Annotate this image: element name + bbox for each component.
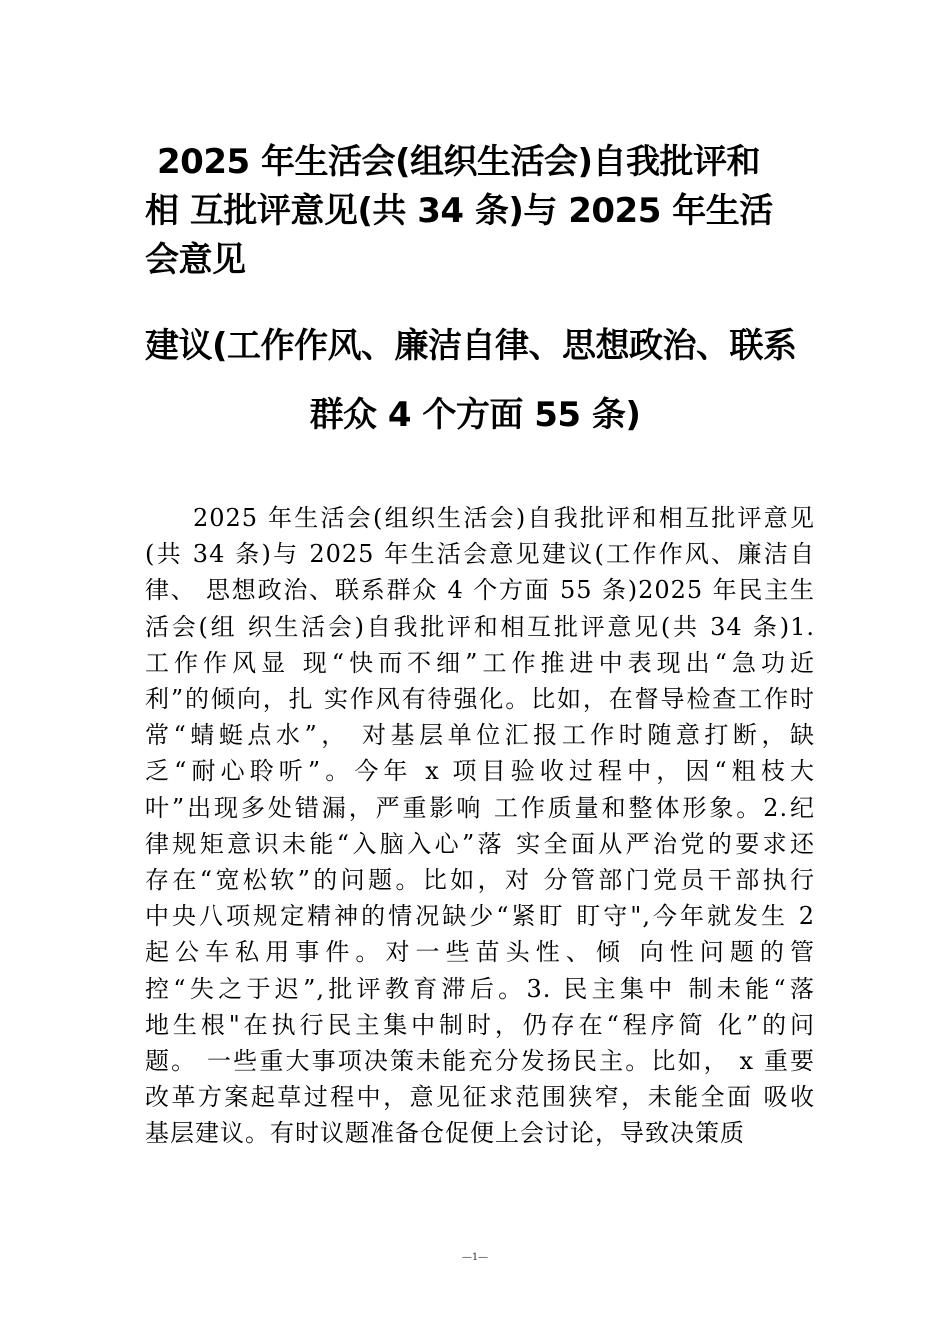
body-line: 改革方案起草过程中，意见征求范围狭窄，未能全面 吸收 [145, 1083, 815, 1112]
title-line-1: 2025 年生活会(组织生活会)自我批评和 [157, 142, 761, 182]
body-line: 控“失之于迟”,批评教育滞后。3. 民主集中 制未能“落 [145, 974, 815, 1003]
body-line: (共 34 条)与 2025 年生活会意见建议(工作作风、廉洁自 [145, 540, 815, 569]
body-line: 常“蜻蜓点水”， 对基层单位汇报工作时随意打断，缺 [145, 721, 815, 750]
body-line: 叶”出现多处错漏，严重影响 工作质量和整体形象。2.纪 [145, 793, 815, 822]
body-line: 题。 一些重大事项决策未能充分发扬民主。比如， x 重要 [145, 1047, 815, 1076]
body-line: 律、 思想政治、联系群众 4 个方面 55 条)2025 年民主生 [145, 576, 815, 605]
body-line: 工作作风显 现“快而不细”工作推进中表现出“急功近 [145, 648, 815, 677]
body-line: 活会(组 织生活会)自我批评和相互批评意见(共 34 条)1. [145, 612, 815, 641]
body-line: 律规矩意识未能“入脑入心”落 实全面从严治党的要求还 [145, 829, 815, 858]
body-line: 利”的倾向，扎 实作风有待强化。比如，在督导检查工作时 [145, 685, 815, 714]
title-line-2: 相 互批评意见(共 34 条)与 2025 年生活 [145, 191, 773, 231]
body-paragraph [145, 500, 815, 1152]
title-line-3: 会意见 [145, 240, 246, 280]
body-line: 2025 年生活会(组织生活会)自我批评和相互批评意见 [193, 504, 815, 532]
body-line: 存在“宽松软”的问题。比如，对 分管部门党员干部执行 [145, 866, 815, 895]
body-line: 地生根"在执行民主集中制时，仍存在“程序简 化”的问 [145, 1010, 815, 1039]
document-title [145, 138, 825, 285]
page-number: —1— [461, 1252, 489, 1263]
subtitle-line-2: 群众 4 个方面 55 条) [309, 395, 641, 435]
body-line: 基层建议。有时议题准备仓促便上会讨论，导致决策质 [145, 1119, 745, 1148]
subtitle-line-1: 建议(工作作风、廉洁自律、思想政治、联系 [145, 326, 797, 366]
body-line: 中央八项规定精神的情况缺少“紧盯 盯守",今年就发生 2 [145, 902, 815, 931]
body-line: 起公车私用事件。对一些苗头性、倾 向性问题的管 [145, 938, 815, 967]
body-line: 乏“耐心聆听”。今年 x 项目验收过程中，因“粗枝大 [145, 757, 815, 786]
